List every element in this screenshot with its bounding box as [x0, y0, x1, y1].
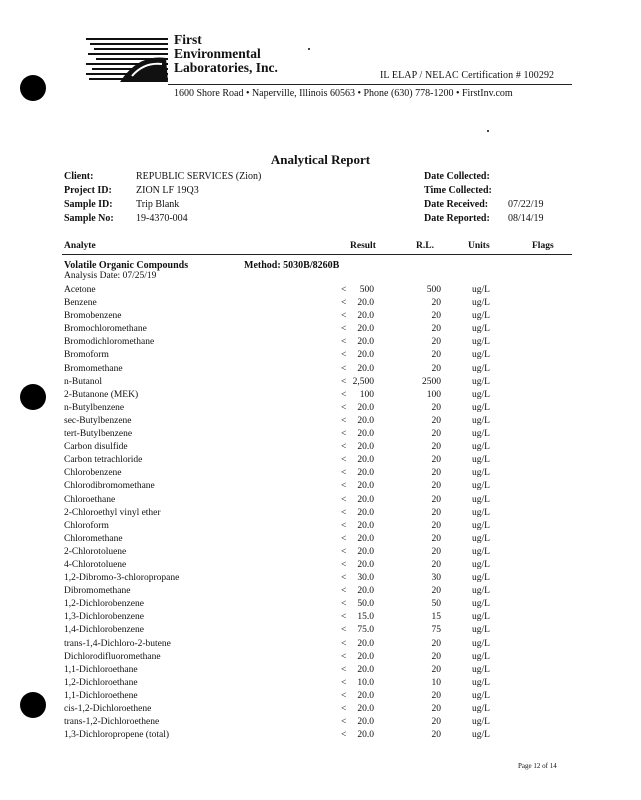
units-cell: ug/L [472, 311, 490, 322]
company-logo-icon [86, 36, 168, 84]
table-row [0, 611, 641, 624]
qualifier-cell: < [341, 690, 347, 701]
result-cell: 20.0 [357, 690, 374, 701]
rl-cell: 20 [431, 730, 441, 741]
table-row [0, 389, 641, 402]
rl-cell: 20 [431, 638, 441, 649]
company-name-line: Laboratories, Inc. [174, 60, 278, 75]
qualifier-cell: < [341, 324, 347, 335]
qualifier-cell: < [341, 337, 347, 348]
project-id-value: ZION LF 19Q3 [136, 185, 199, 196]
section-title: Volatile Organic Compounds [64, 260, 189, 271]
result-cell: 20.0 [357, 559, 374, 570]
analyte-cell: n-Butanol [64, 376, 102, 387]
result-cell: 20.0 [357, 704, 374, 714]
qualifier-cell: < [341, 363, 347, 374]
rl-cell: 10 [431, 677, 441, 688]
units-cell: ug/L [472, 599, 490, 610]
binder-hole-top [20, 75, 46, 101]
units-cell: ug/L [472, 494, 490, 505]
analyte-cell: Carbon disulfide [64, 442, 128, 453]
units-cell: ug/L [472, 664, 490, 675]
analyte-cell: Bromochloromethane [64, 324, 147, 335]
table-row [0, 467, 641, 480]
results-table [0, 284, 641, 742]
table-row [0, 572, 641, 585]
analyte-cell: Chlorodibromomethane [64, 481, 155, 492]
analyte-cell: Chlorobenzene [64, 468, 122, 479]
rl-cell: 20 [431, 559, 441, 570]
table-row [0, 480, 641, 493]
qualifier-cell: < [341, 573, 347, 584]
units-cell: ug/L [472, 586, 490, 597]
field-label: Client: [64, 171, 94, 182]
result-cell: 30.0 [357, 573, 374, 584]
rl-cell: 20 [431, 546, 441, 557]
qualifier-cell: < [341, 350, 347, 361]
rl-cell: 20 [431, 468, 441, 479]
units-cell: ug/L [472, 533, 490, 544]
rl-cell: 20 [431, 507, 441, 518]
col-units-header: Units [468, 241, 490, 251]
units-cell: ug/L [472, 651, 490, 662]
result-cell: 10.0 [357, 677, 374, 688]
col-flags-header: Flags [532, 241, 554, 251]
table-row [0, 441, 641, 454]
rl-cell: 20 [431, 651, 441, 662]
rl-cell: 20 [431, 363, 441, 374]
result-cell: 20.0 [357, 311, 374, 322]
analyte-cell: trans-1,2-Dichloroethene [64, 717, 160, 728]
result-cell: 20.0 [357, 324, 374, 335]
units-cell: ug/L [472, 285, 490, 295]
sample-no-value: 19-4370-004 [136, 213, 188, 224]
units-cell: ug/L [472, 546, 490, 557]
analyte-cell: Chloroethane [64, 494, 116, 505]
rl-cell: 20 [431, 311, 441, 322]
qualifier-cell: < [341, 455, 347, 466]
qualifier-cell: < [341, 520, 347, 531]
analyte-cell: Chloroform [64, 520, 109, 531]
table-row [0, 284, 641, 297]
report-info-right [424, 171, 574, 229]
qualifier-cell: < [341, 612, 347, 623]
analyte-cell: 1,1-Dichloroethane [64, 664, 138, 675]
result-cell: 20.0 [357, 363, 374, 374]
result-cell: 20.0 [357, 507, 374, 518]
result-cell: 500 [359, 285, 374, 295]
table-row [0, 598, 641, 611]
table-row [0, 297, 641, 310]
field-label: Sample No: [64, 213, 114, 224]
qualifier-cell: < [341, 664, 347, 675]
table-row [0, 494, 641, 507]
units-cell: ug/L [472, 507, 490, 518]
table-row [0, 507, 641, 520]
units-cell: ug/L [472, 350, 490, 361]
qualifier-cell: < [341, 677, 347, 688]
qualifier-cell: < [341, 468, 347, 479]
result-cell: 20.0 [357, 415, 374, 426]
analyte-cell: Bromodichloromethane [64, 337, 155, 348]
analyte-cell: n-Butylbenzene [64, 402, 125, 413]
units-cell: ug/L [472, 402, 490, 413]
qualifier-cell: < [341, 559, 347, 570]
table-row [0, 520, 641, 533]
result-cell: 20.0 [357, 442, 374, 453]
rl-cell: 50 [431, 599, 441, 610]
table-row [0, 651, 641, 664]
table-header-divider [62, 254, 572, 255]
analyte-cell: Benzene [64, 298, 97, 309]
units-cell: ug/L [472, 717, 490, 728]
analyte-cell: Bromoform [64, 350, 109, 361]
company-address: 1600 Shore Road • Naperville, Illinois 60563 • Phone (630) 778-1200 • FirstInv.com [174, 88, 513, 99]
table-row [0, 559, 641, 572]
table-row [0, 677, 641, 690]
scan-speck [487, 130, 489, 132]
units-cell: ug/L [472, 520, 490, 531]
page-number: Page 12 of 14 [518, 762, 557, 770]
qualifier-cell: < [341, 730, 347, 741]
table-row [0, 638, 641, 651]
table-row [0, 310, 641, 323]
result-cell: 20.0 [357, 730, 374, 741]
rl-cell: 20 [431, 494, 441, 505]
rl-cell: 20 [431, 442, 441, 453]
analyte-cell: cis-1,2-Dichloroethene [64, 704, 152, 714]
rl-cell: 20 [431, 298, 441, 309]
table-row [0, 716, 641, 729]
field-label: Project ID: [64, 185, 112, 196]
rl-cell: 20 [431, 533, 441, 544]
result-cell: 20.0 [357, 717, 374, 728]
table-row [0, 363, 641, 376]
units-cell: ug/L [472, 704, 490, 714]
analyte-cell: 2-Chlorotoluene [64, 546, 127, 557]
table-row [0, 349, 641, 362]
units-cell: ug/L [472, 442, 490, 453]
units-cell: ug/L [472, 481, 490, 492]
analyte-cell: Bromomethane [64, 363, 123, 374]
result-cell: 15.0 [357, 612, 374, 623]
analyte-cell: tert-Butylbenzene [64, 429, 133, 440]
units-cell: ug/L [472, 455, 490, 466]
rl-cell: 20 [431, 350, 441, 361]
rl-cell: 100 [426, 389, 441, 400]
result-cell: 20.0 [357, 402, 374, 413]
table-row [0, 729, 641, 742]
qualifier-cell: < [341, 481, 347, 492]
field-label: Time Collected: [424, 185, 492, 196]
rl-cell: 20 [431, 690, 441, 701]
rl-cell: 2500 [422, 376, 441, 387]
result-cell: 20.0 [357, 520, 374, 531]
result-cell: 75.0 [357, 625, 374, 636]
units-cell: ug/L [472, 730, 490, 741]
qualifier-cell: < [341, 442, 347, 453]
col-analyte-header: Analyte [64, 241, 96, 251]
analyte-cell: Bromobenzene [64, 311, 122, 322]
units-cell: ug/L [472, 638, 490, 649]
units-cell: ug/L [472, 324, 490, 335]
analyte-cell: 1,4-Dichlorobenzene [64, 625, 144, 636]
qualifier-cell: < [341, 429, 347, 440]
units-cell: ug/L [472, 677, 490, 688]
rl-cell: 20 [431, 704, 441, 714]
result-cell: 20.0 [357, 298, 374, 309]
result-cell: 20.0 [357, 664, 374, 675]
col-rl-header: R.L. [416, 241, 434, 251]
analyte-cell: 1,1-Dichloroethene [64, 690, 138, 701]
qualifier-cell: < [341, 285, 347, 295]
units-cell: ug/L [472, 415, 490, 426]
rl-cell: 500 [426, 285, 441, 295]
result-cell: 20.0 [357, 651, 374, 662]
units-cell: ug/L [472, 376, 490, 387]
analyte-cell: Carbon tetrachloride [64, 455, 143, 466]
header-divider [168, 84, 572, 85]
units-cell: ug/L [472, 298, 490, 309]
analyte-cell: trans-1,4-Dichloro-2-butene [64, 638, 171, 649]
col-result-header: Result [350, 241, 376, 251]
table-row [0, 454, 641, 467]
rl-cell: 20 [431, 337, 441, 348]
qualifier-cell: < [341, 402, 347, 413]
result-cell: 20.0 [357, 533, 374, 544]
analyte-cell: 2-Chloroethyl vinyl ether [64, 507, 161, 518]
analyte-cell: Dichlorodifluoromethane [64, 651, 161, 662]
units-cell: ug/L [472, 625, 490, 636]
analyte-cell: 4-Chlorotoluene [64, 559, 127, 570]
qualifier-cell: < [341, 389, 347, 400]
units-cell: ug/L [472, 389, 490, 400]
result-cell: 20.0 [357, 337, 374, 348]
rl-cell: 15 [431, 612, 441, 623]
rl-cell: 20 [431, 481, 441, 492]
qualifier-cell: < [341, 376, 347, 387]
analyte-cell: 1,2-Dibromo-3-chloropropane [64, 573, 180, 584]
company-name-line: Environmental [174, 46, 261, 61]
result-cell: 20.0 [357, 494, 374, 505]
analyte-cell: 1,2-Dichlorobenzene [64, 599, 144, 610]
units-cell: ug/L [472, 573, 490, 584]
result-cell: 20.0 [357, 481, 374, 492]
qualifier-cell: < [341, 311, 347, 322]
result-cell: 20.0 [357, 586, 374, 597]
report-info-left [64, 171, 364, 229]
date-reported-value: 08/14/19 [508, 213, 544, 224]
rl-cell: 20 [431, 324, 441, 335]
units-cell: ug/L [472, 337, 490, 348]
analyte-cell: 1,3-Dichlorobenzene [64, 612, 144, 623]
field-label: Sample ID: [64, 199, 113, 210]
rl-cell: 20 [431, 520, 441, 531]
sample-id-value: Trip Blank [136, 199, 180, 210]
table-row [0, 533, 641, 546]
rl-cell: 20 [431, 402, 441, 413]
qualifier-cell: < [341, 599, 347, 610]
result-cell: 20.0 [357, 455, 374, 466]
table-row [0, 690, 641, 703]
client-value: REPUBLIC SERVICES (Zion) [136, 171, 262, 182]
result-cell: 20.0 [357, 638, 374, 649]
table-row [0, 336, 641, 349]
table-row [0, 402, 641, 415]
result-cell: 50.0 [357, 599, 374, 610]
rl-cell: 20 [431, 415, 441, 426]
field-label: Date Collected: [424, 171, 490, 182]
result-cell: 20.0 [357, 350, 374, 361]
company-name-line: First [174, 32, 202, 47]
units-cell: ug/L [472, 429, 490, 440]
table-row [0, 664, 641, 677]
result-cell: 20.0 [357, 546, 374, 557]
field-label: Date Reported: [424, 213, 490, 224]
analyte-cell: Chloromethane [64, 533, 123, 544]
units-cell: ug/L [472, 363, 490, 374]
table-row [0, 428, 641, 441]
analyte-cell: Acetone [64, 285, 96, 295]
rl-cell: 30 [431, 573, 441, 584]
qualifier-cell: < [341, 586, 347, 597]
certification-number: IL ELAP / NELAC Certification # 100292 [380, 70, 555, 81]
rl-cell: 20 [431, 429, 441, 440]
table-row [0, 376, 641, 389]
company-name [174, 33, 278, 75]
analyte-cell: 1,3-Dichloropropene (total) [64, 730, 169, 741]
qualifier-cell: < [341, 717, 347, 728]
qualifier-cell: < [341, 507, 347, 518]
analyte-cell: 1,2-Dichloroethane [64, 677, 138, 688]
rl-cell: 20 [431, 664, 441, 675]
analyte-cell: sec-Butylbenzene [64, 415, 132, 426]
rl-cell: 75 [431, 625, 441, 636]
rl-cell: 20 [431, 455, 441, 466]
qualifier-cell: < [341, 415, 347, 426]
analysis-date: Analysis Date: 07/25/19 [64, 271, 157, 281]
qualifier-cell: < [341, 704, 347, 714]
qualifier-cell: < [341, 638, 347, 649]
analyte-cell: Dibromomethane [64, 586, 131, 597]
report-title: Analytical Report [270, 152, 371, 167]
result-cell: 20.0 [357, 429, 374, 440]
units-cell: ug/L [472, 612, 490, 623]
qualifier-cell: < [341, 298, 347, 309]
rl-cell: 20 [431, 586, 441, 597]
units-cell: ug/L [472, 468, 490, 479]
table-row [0, 585, 641, 598]
method-label: Method: 5030B/8260B [244, 260, 340, 271]
units-cell: ug/L [472, 690, 490, 701]
analyte-cell: 2-Butanone (MEK) [64, 389, 139, 400]
field-label: Date Received: [424, 199, 489, 210]
result-cell: 2,500 [352, 376, 374, 387]
table-row [0, 703, 641, 716]
date-received-value: 07/22/19 [508, 199, 544, 210]
qualifier-cell: < [341, 494, 347, 505]
qualifier-cell: < [341, 533, 347, 544]
rl-cell: 20 [431, 717, 441, 728]
scan-speck [308, 48, 310, 50]
table-row [0, 415, 641, 428]
table-row [0, 624, 641, 637]
table-header [62, 241, 572, 253]
table-row [0, 323, 641, 336]
units-cell: ug/L [472, 559, 490, 570]
qualifier-cell: < [341, 546, 347, 557]
qualifier-cell: < [341, 651, 347, 662]
result-cell: 100 [359, 389, 374, 400]
result-cell: 20.0 [357, 468, 374, 479]
table-row [0, 546, 641, 559]
qualifier-cell: < [341, 625, 347, 636]
